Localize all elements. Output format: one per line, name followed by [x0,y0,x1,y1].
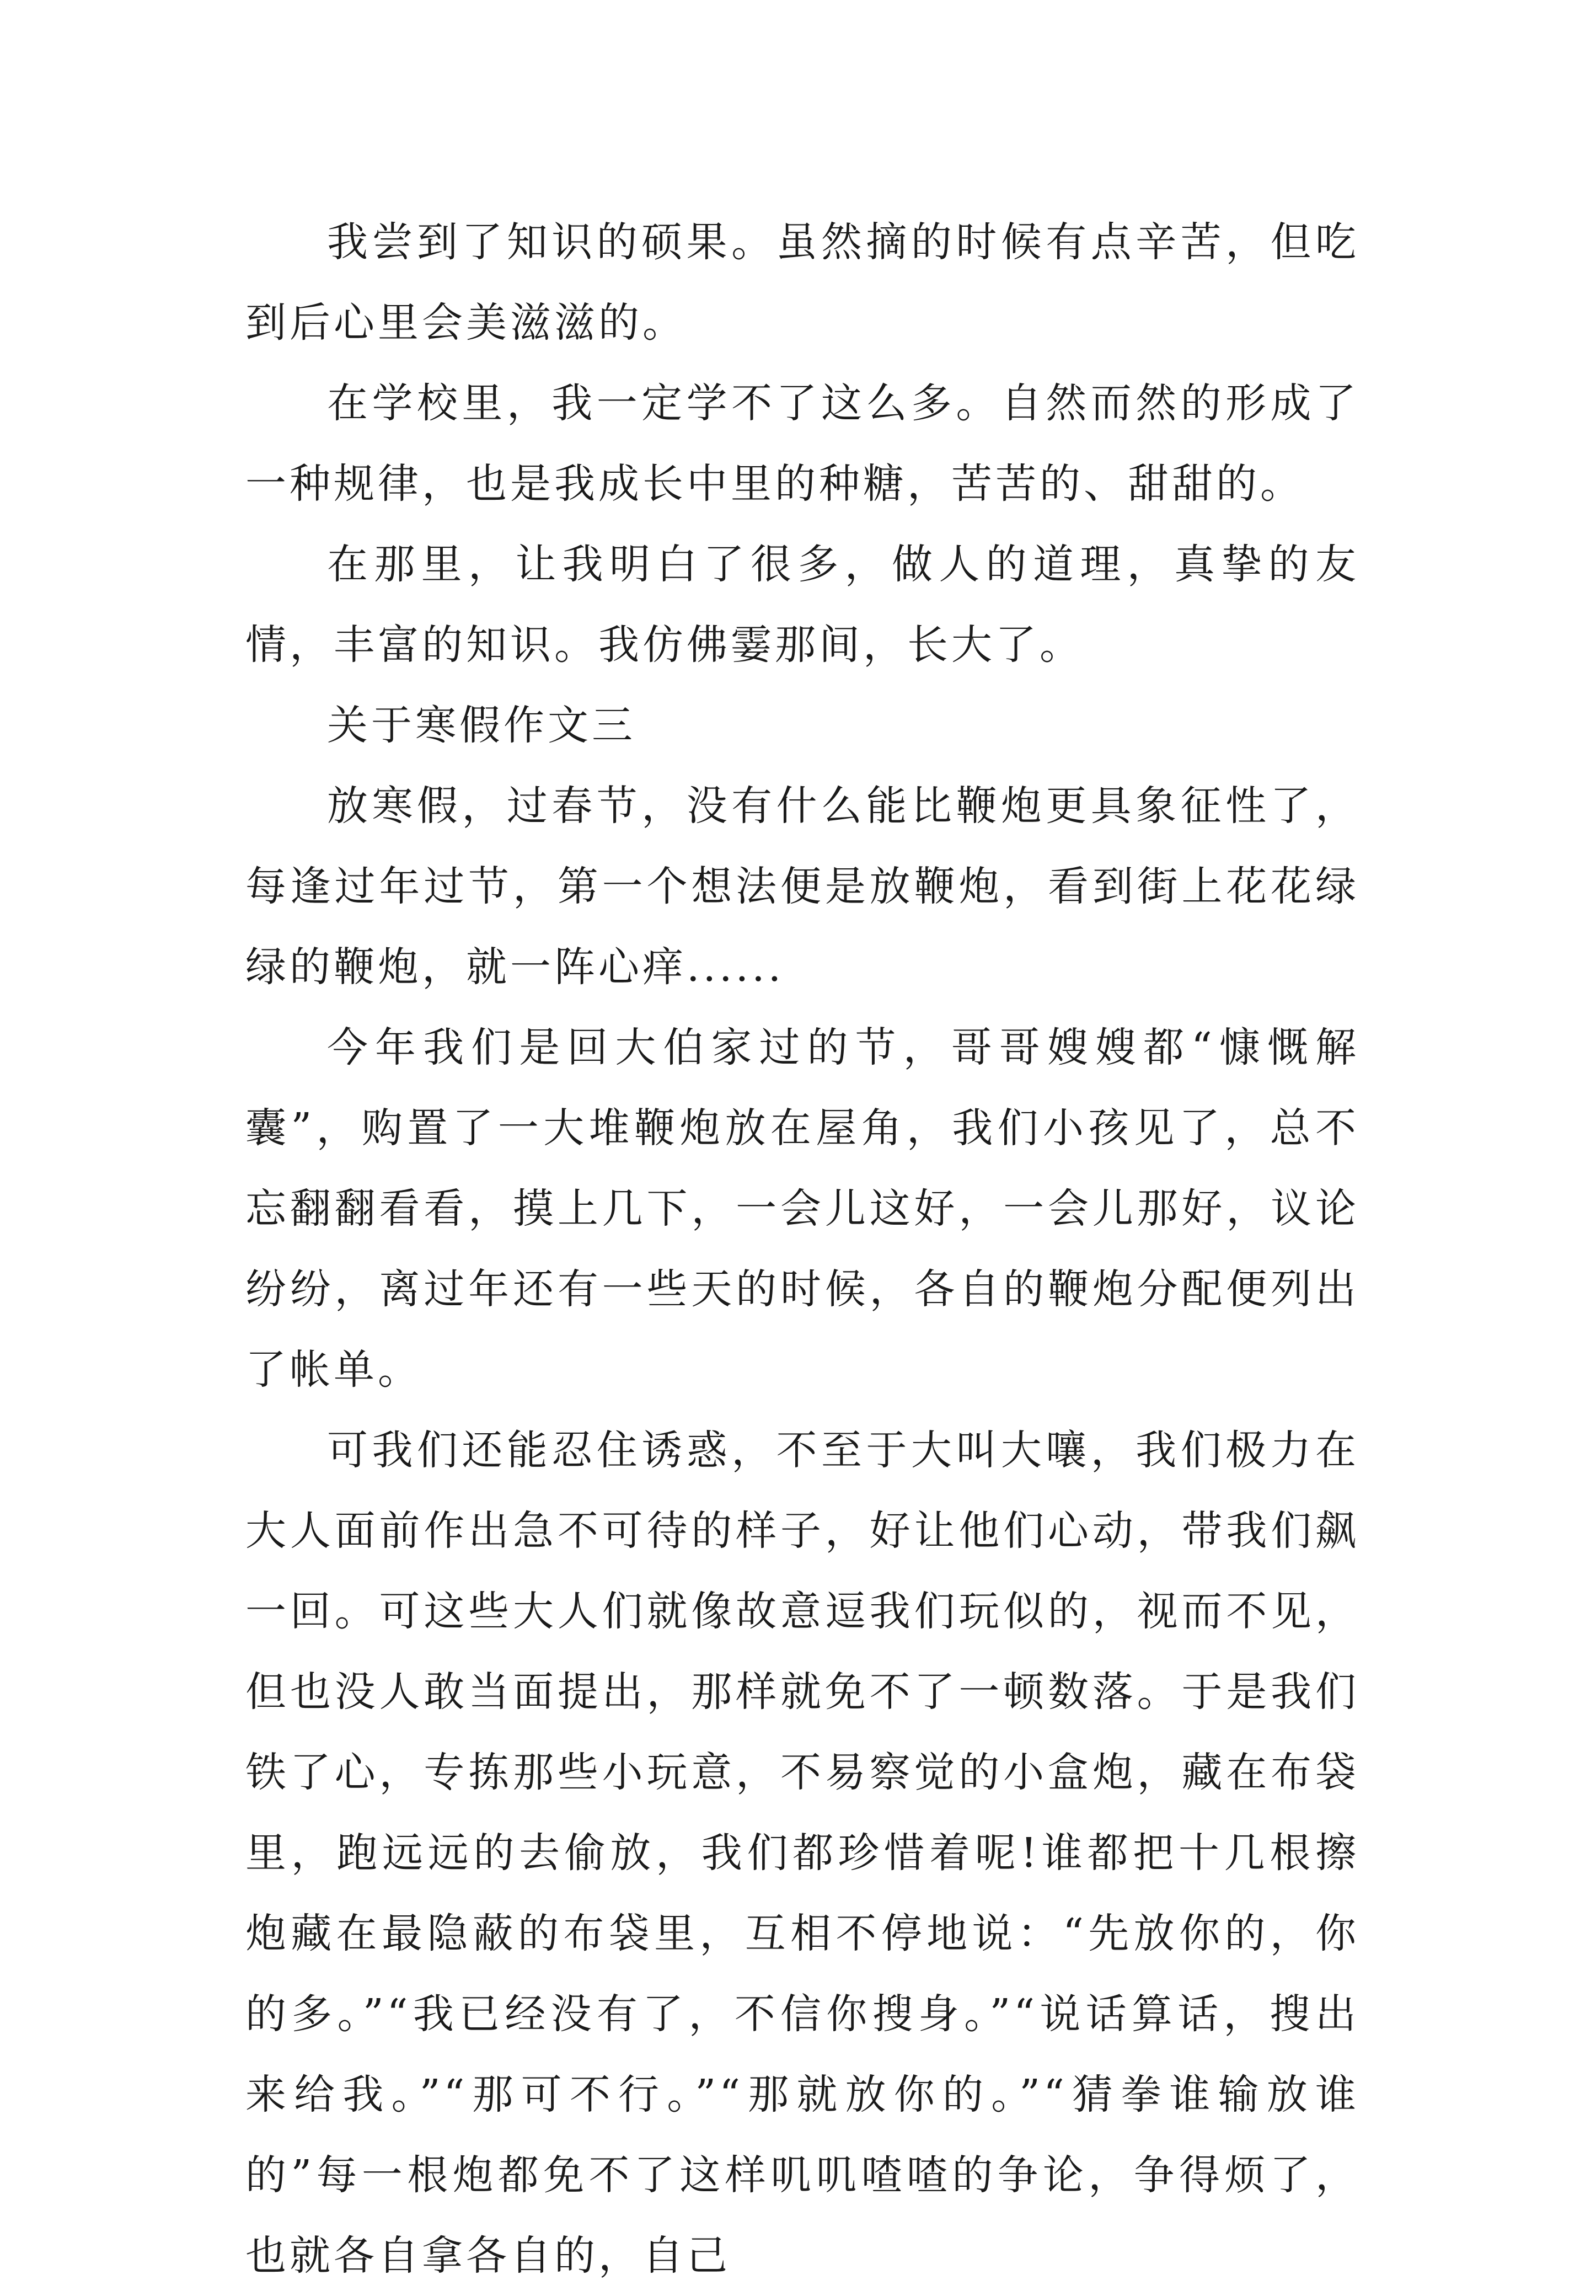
paragraph-growing-up: 在那里，让我明白了很多，做人的道理，真挚的友情，丰富的知识。我仿佛霎那间，长大了。 [245,541,1359,669]
paragraph-school: 在学校里，我一定学不了这么多。自然而然的形成了一种规律，也是我成长中里的种糖，苦苦的、甜甜的。 [245,380,1359,508]
paragraph-firecrackers-intro: 放寒假，过春节，没有什么能比鞭炮更具象征性了，每逢过年过节，第一个想法便是放鞭炮，看到街上花花绿绿的鞭炮，就一阵心痒...... [245,782,1359,991]
document-body [245,202,1359,2296]
paragraph-knowledge-fruit: 我尝到了知识的硕果。虽然摘的时候有点辛苦，但吃到后心里会美滋滋的。 [245,218,1359,346]
paragraph-temptation: 可我们还能忍住诱惑，不至于大叫大嚷，我们极力在大人面前作出急不可待的样子，好让他们心动，带我们飙一回。可这些大人们就像故意逗我们玩似的，视而不见，但也没人敢当面提出，那样就免不了一顿数落。于是我们铁了心，专拣那些小玩意，不易察觉的小盒炮，藏在布袋里，跑远远的去偷放，我们都珍惜着呢!谁都把十几根擦炮藏在最隐蔽的布袋里，互相不停地说：“先放你的，你的多。”“我已经没有了，不信你搜身。”“说话算话，搜出来给我。”“那可不行。”“那就放你的。”“猜拳谁输放谁的”每一根炮都免不了这样叽叽喳喳的争论，争得烦了，也就各自拿各自的，自己 [245,1427,1359,2279]
paragraph-uncle-house: 今年我们是回大伯家过的节，哥哥嫂嫂都“慷慨解囊”，购置了一大堆鞭炮放在屋角，我们小孩见了，总不忘翻翻看看，摸上几下，一会儿这好，一会儿那好，议论纷纷，离过年还有一些天的时候，各自的鞭炮分配便列出了帐单。 [245,1024,1359,1393]
section-title: 关于寒假作文三 [327,702,636,749]
